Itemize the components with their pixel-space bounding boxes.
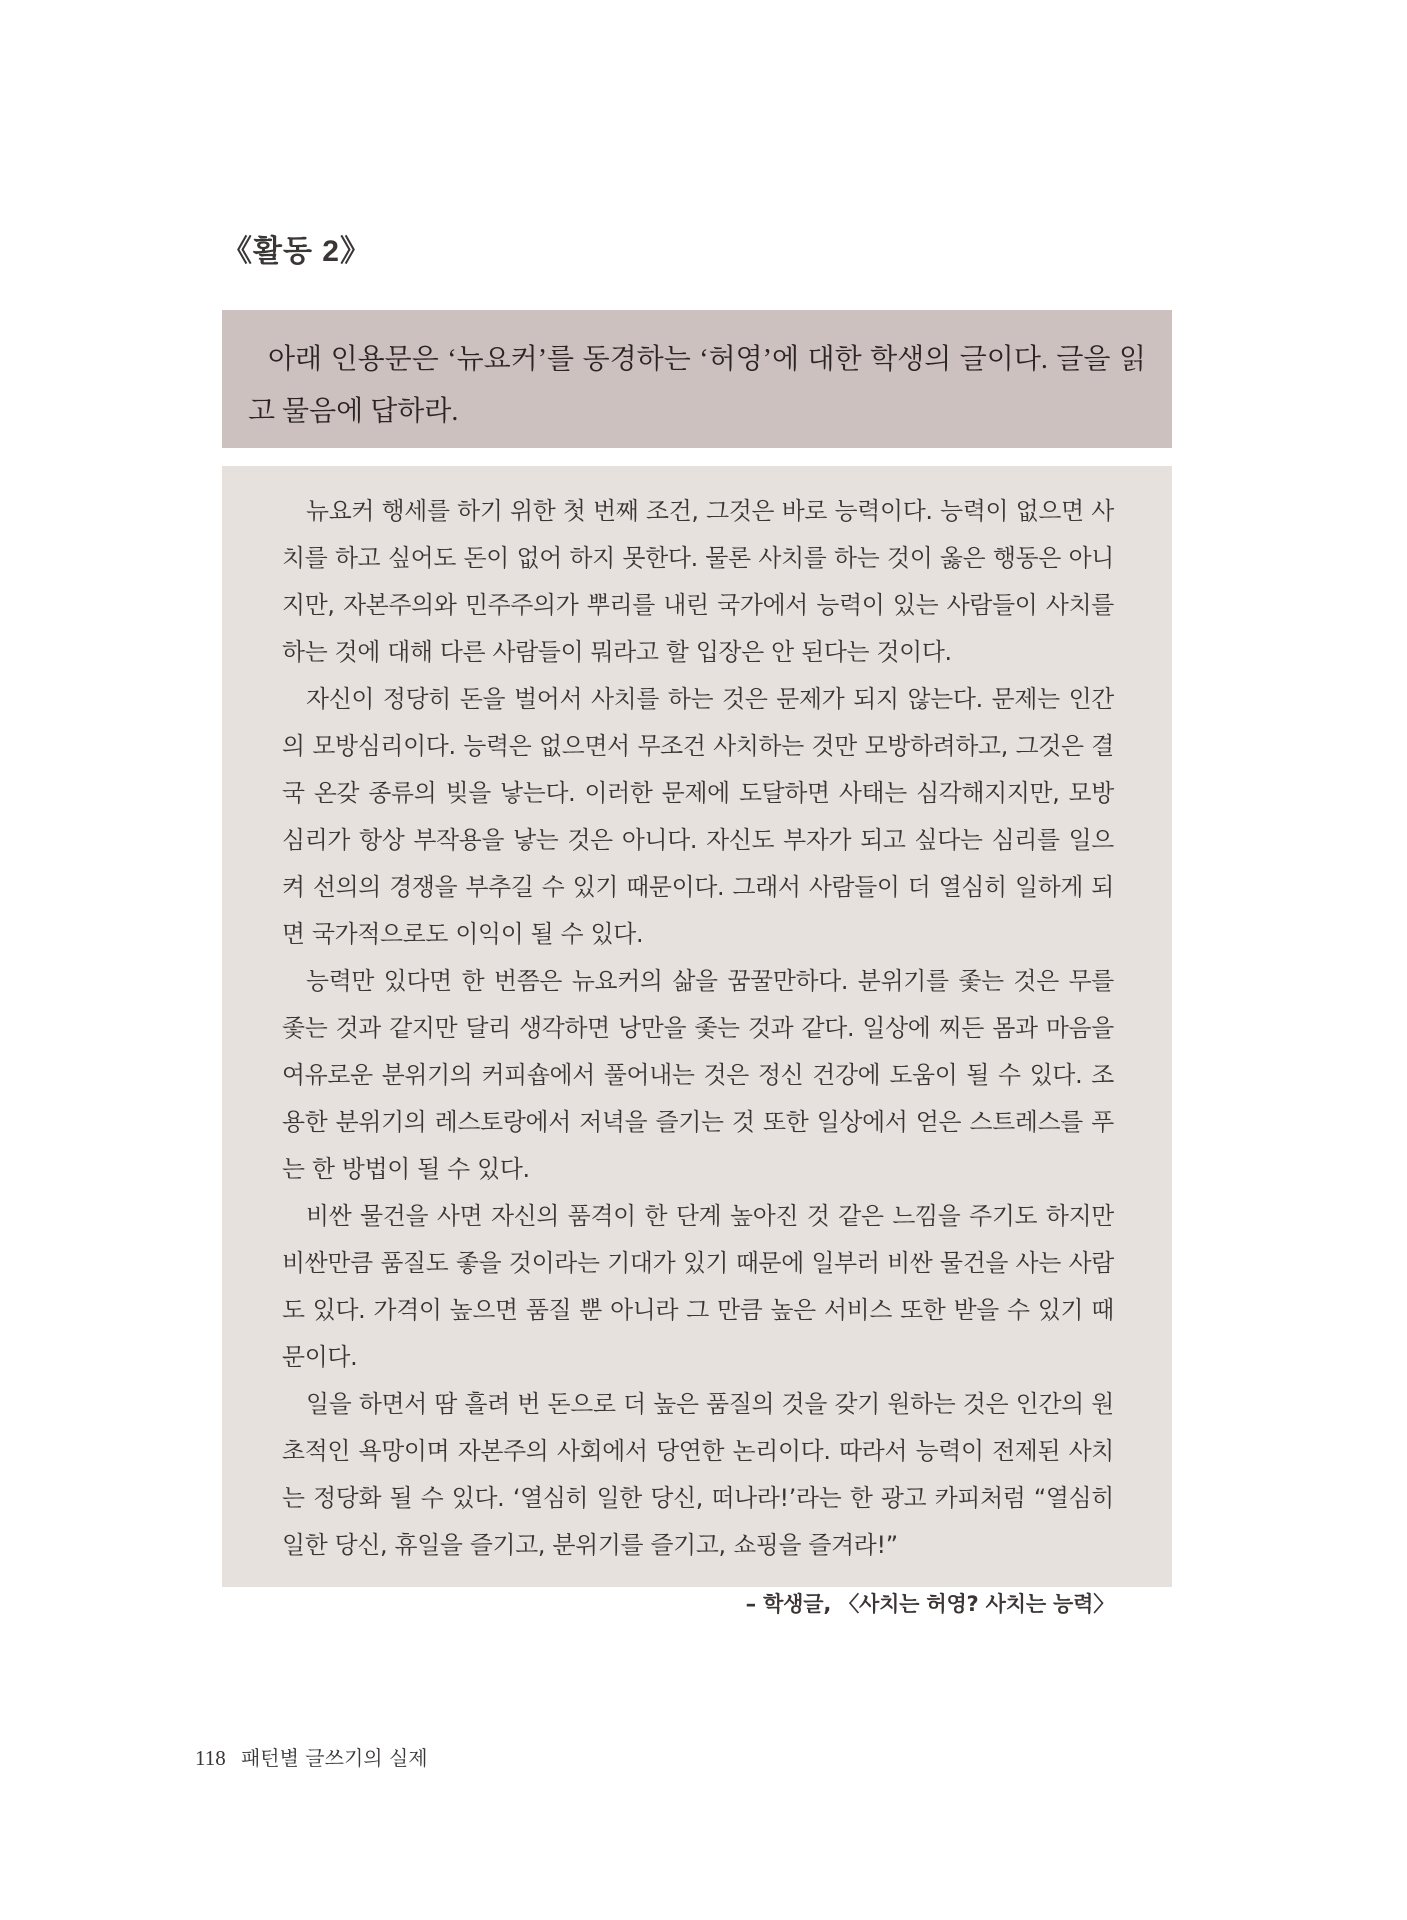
passage-paragraph-5: 일을 하면서 땀 흘려 번 돈으로 더 높은 품질의 것을 갖기 원하는 것은 인간의 원초적인 욕망이며 자본주의 사회에서 당연한 논리이다. 따라서 능력이 전제된 사치는 정당화 될 수 있다. ‘열심히 일한 당신, 떠나라!’라는 한 광고 카피처럼 “열심히 일한 당신, 휴일을 즐기고, 분위기를 즐기고, 쇼핑을 즐겨라!” xyxy=(282,1390,1114,1559)
instruction-text: 아래 인용문은 ‘뉴요커’를 동경하는 ‘허영’에 대한 학생의 글이다. 글을 읽고 물음에 답하라. xyxy=(248,344,1146,427)
page-footer xyxy=(195,1742,428,1771)
passage-paragraph-2: 자신이 정당히 돈을 벌어서 사치를 하는 것은 문제가 되지 않는다. 문제는 인간의 모방심리이다. 능력은 없으면서 무조건 사치하는 것만 모방하려하고, 그것은 결국 온갖 종류의 빚을 낳는다. 이러한 문제에 도달하면 사태는 심각해지지만, 모방심리가 항상 부작용을 낳는 것은 아니다. 자신도 부자가 되고 싶다는 심리를 일으켜 선의의 경쟁을 부추길 수 있기 때문이다. 그래서 사람들이 더 열심히 일하게 되면 국가적으로도 이익이 될 수 있다. xyxy=(282,685,1114,948)
instruction-box xyxy=(222,310,1172,448)
activity-title: 《활동 2》 xyxy=(222,235,371,268)
quoted-passage xyxy=(222,466,1172,1616)
page-number: 118 xyxy=(195,1746,226,1770)
passage-paragraph-1: 뉴요커 행세를 하기 위한 첫 번째 조건, 그것은 바로 능력이다. 능력이 없으면 사치를 하고 싶어도 돈이 없어 하지 못한다. 물론 사치를 하는 것이 옳은 행동은 아니지만, 자본주의와 민주주의가 뿌리를 내린 국가에서 능력이 있는 사람들이 사치를 하는 것에 대해 다른 사람들이 뭐라고 할 입장은 안 된다는 것이다. xyxy=(282,497,1114,666)
book-title: 패턴별 글쓰기의 실제 xyxy=(240,1746,428,1770)
passage-paragraph-3: 능력만 있다면 한 번쯤은 뉴요커의 삶을 꿈꿀만하다. 분위기를 좇는 것은 무를 좇는 것과 같지만 달리 생각하면 낭만을 좇는 것과 같다. 일상에 찌든 몸과 마음을 여유로운 분위기의 커피숍에서 풀어내는 것은 정신 건강에 도움이 될 수 있다. 조용한 분위기의 레스토랑에서 저녁을 즐기는 것 또한 일상에서 얻은 스트레스를 푸는 한 방법이 될 수 있다. xyxy=(282,967,1114,1183)
passage-paragraph-4: 비싼 물건을 사면 자신의 품격이 한 단계 높아진 것 같은 느낌을 주기도 하지만 비싼만큼 품질도 좋을 것이라는 기대가 있기 때문에 일부러 비싼 물건을 사는 사람도 있다. 가격이 높으면 품질 뿐 아니라 그 만큼 높은 서비스 또한 받을 수 있기 때문이다. xyxy=(282,1202,1114,1371)
passage-source: – 학생글, 〈사치는 허영? 사치는 능력〉 xyxy=(745,1592,1114,1616)
